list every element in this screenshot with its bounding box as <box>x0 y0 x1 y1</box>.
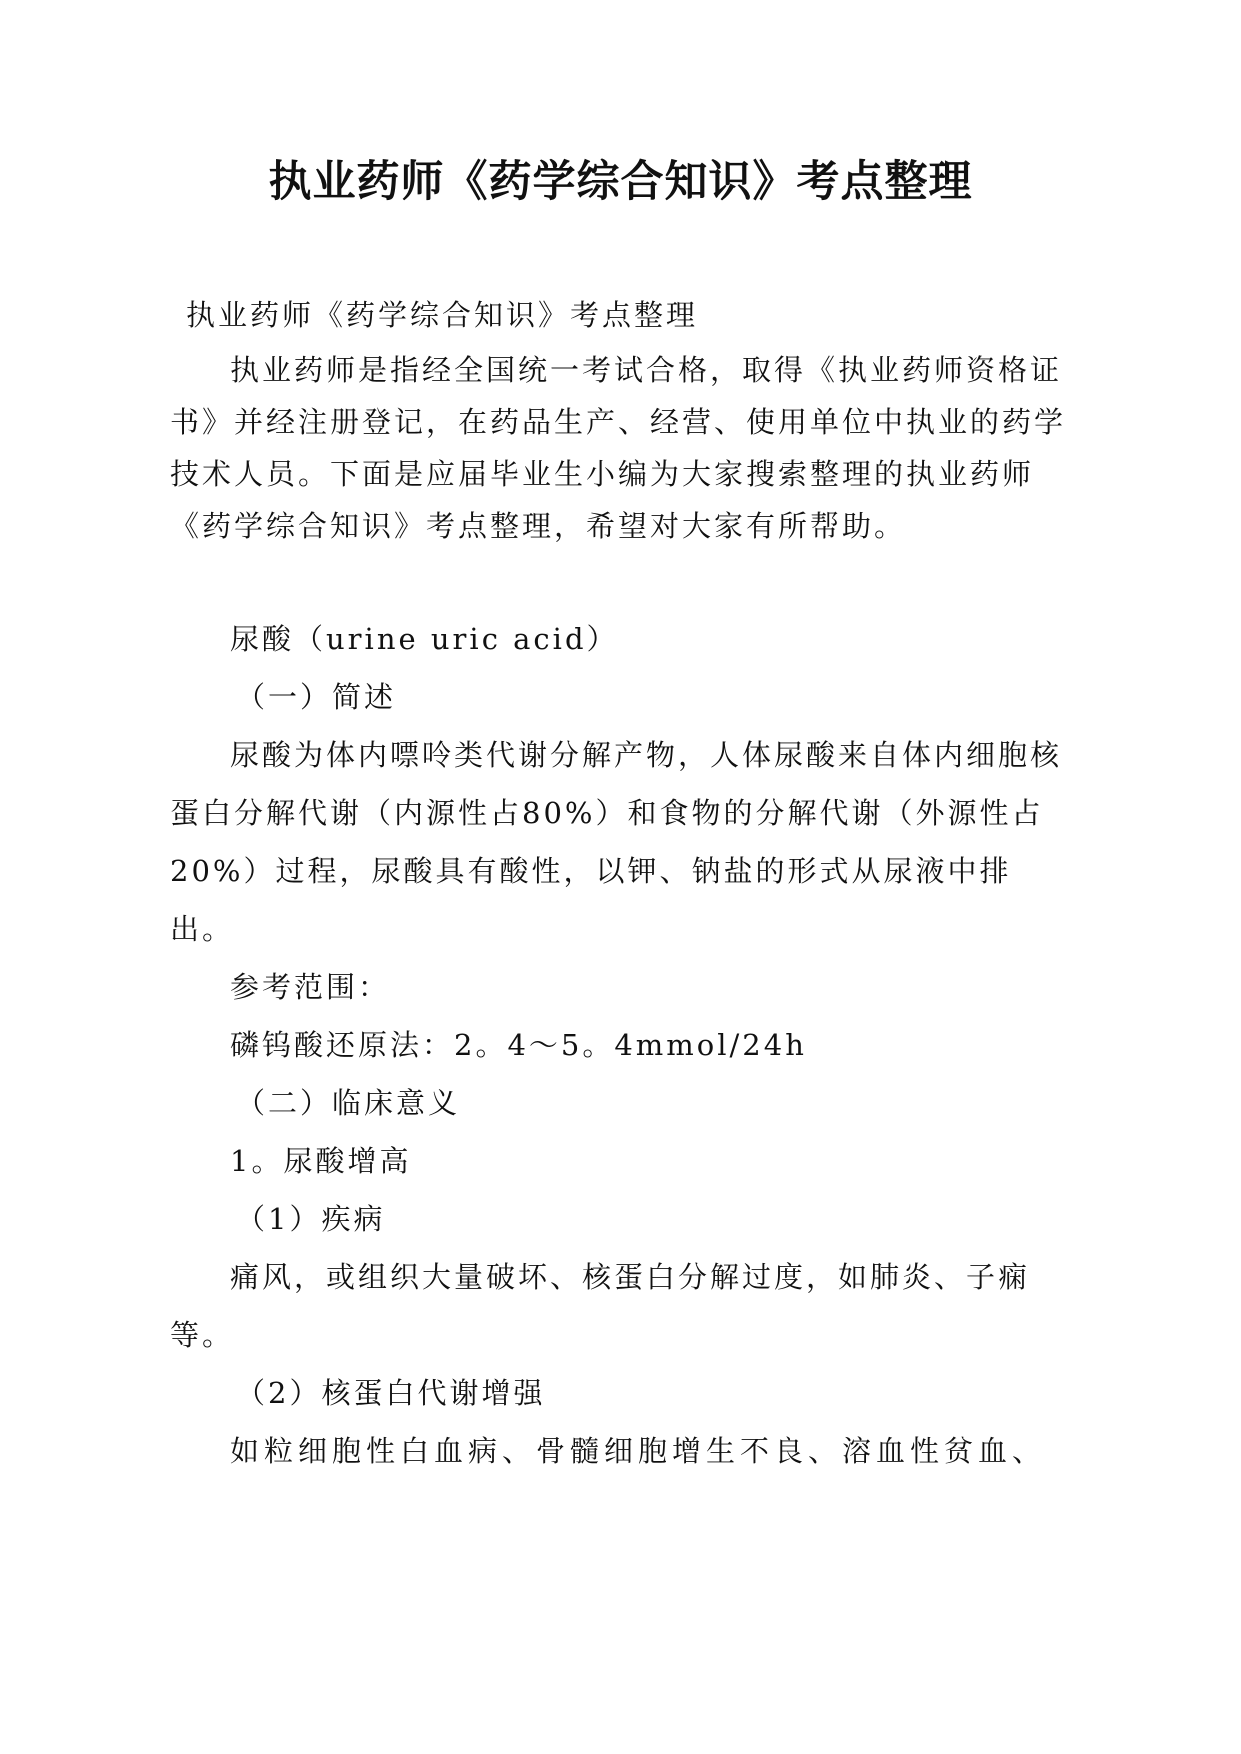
clinical-heading: （二）临床意义 <box>236 1086 461 1120</box>
reference-label: 参考范围： <box>230 970 391 1004</box>
document-body <box>170 286 1070 1480</box>
document-title: 执业药师《药学综合知识》考点整理 <box>268 157 973 207</box>
subtitle: 执业药师《药学综合知识》考点整理 <box>186 298 699 332</box>
disease-heading: （1）疾病 <box>236 1202 386 1236</box>
nucleoprotein-paragraph: 如粒细胞性白血病、骨髓细胞增生不良、溶血性贫血、 <box>230 1434 1047 1468</box>
nucleoprotein-heading: （2）核蛋白代谢增强 <box>236 1376 546 1410</box>
disease-paragraph: 痛风，或组织大量破坏、核蛋白分解过度，如肺炎、子痫等。 <box>170 1260 1031 1352</box>
overview-paragraph: 尿酸为体内嘌呤类代谢分解产物，人体尿酸来自体内细胞核蛋白分解代谢（内源性占80%）和食物的分解代谢（外源性占20%）过程，尿酸具有酸性，以钾、钠盐的形式从尿液中排出。 <box>170 738 1063 946</box>
increase-heading: 1。尿酸增高 <box>230 1144 412 1178</box>
blank-line <box>190 552 1070 610</box>
intro-paragraph: 执业药师是指经全国统一考试合格，取得《执业药师资格证书》并经注册登记，在药品生产、经营、使用单位中执业的药学技术人员。下面是应届毕业生小编为大家搜索整理的执业药师《药学综合知识》考点整理，希望对大家有所帮助。 <box>170 353 1067 543</box>
reference-value: 磷钨酸还原法：2。4～5。4mmol/24h <box>230 1028 807 1062</box>
overview-heading: （一）简述 <box>236 680 397 714</box>
section-heading: 尿酸（urine uric acid） <box>230 622 619 656</box>
